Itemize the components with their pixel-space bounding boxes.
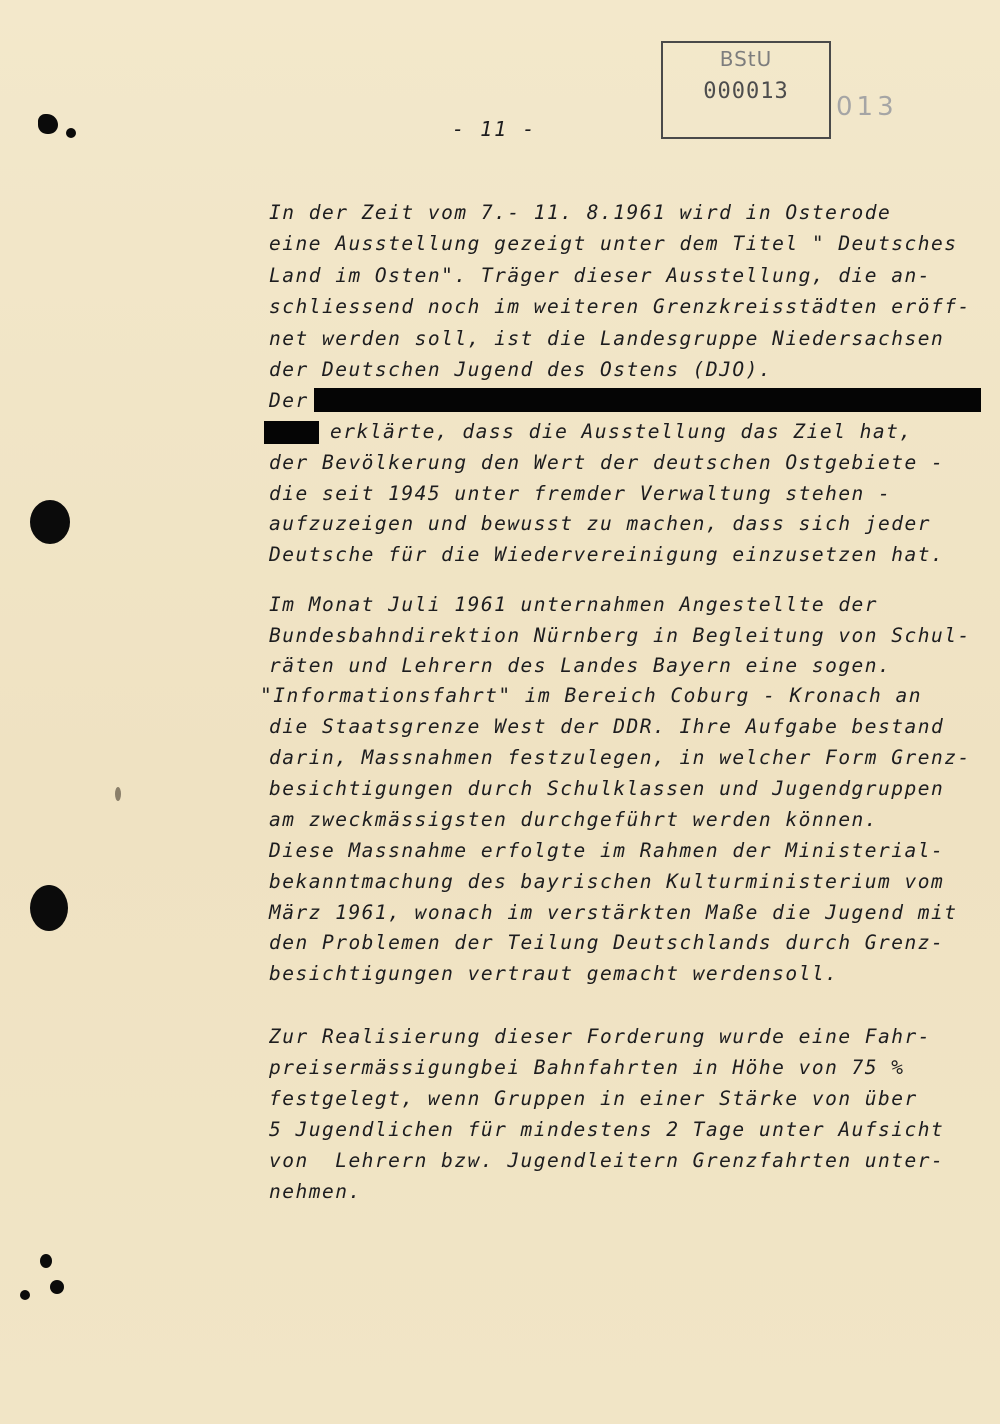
text-line: Zur Realisierung dieser Forderung wurde eine Fahr- [269,1025,931,1048]
text-line: der Deutschen Jugend des Ostens (DJO). [269,358,773,381]
text-line: Bundesbahndirektion Nürnberg in Begleitung von Schul- [269,624,971,647]
redaction-bar [264,421,319,444]
ink-blot [40,1254,52,1268]
text-line: der Bevölkerung den Wert der deutschen Ostgebiete - [269,451,945,474]
text-line: März 1961, wonach im verstärkten Maße die Jugend mit [269,901,958,924]
text-line: Der [269,389,309,412]
text-line: Diese Massnahme erfolgte im Rahmen der Ministerial- [269,839,945,862]
text-line: Land im Osten". Träger dieser Ausstellung, die an- [269,264,931,287]
text-line: Im Monat Juli 1961 unternahmen Angestellte der [269,593,879,616]
text-line: am zweckmässigsten durchgeführt werden können. [269,808,879,831]
text-line: eine Ausstellung gezeigt unter dem Titel " Deutsches [269,232,958,255]
text-line: räten und Lehrern des Landes Bayern eine sogen. [269,654,892,677]
punch-hole [30,885,68,931]
archive-stamp [661,41,831,139]
text-line: "Informationsfahrt" im Bereich Coburg - Kronach an [260,684,922,707]
text-line: den Problemen der Teilung Deutschlands durch Grenz- [269,931,945,954]
text-line: erklärte, dass die Ausstellung das Ziel hat, [330,420,913,443]
ink-blot [50,1280,64,1294]
text-line: von Lehrern bzw. Jugendleitern Grenzfahrten unter- [269,1149,945,1172]
text-line: net werden soll, ist die Landesgruppe Niedersachsen [269,327,945,350]
redaction-bar [314,388,981,412]
text-line: festgelegt, wenn Gruppen in einer Stärke von über [269,1087,918,1110]
text-line: besichtigungen durch Schulklassen und Jugendgruppen [269,777,945,800]
text-line: nehmen. [269,1180,362,1203]
ink-blot [115,787,121,801]
page-number: - 11 - [452,117,537,141]
text-line: preisermässigungbei Bahnfahrten in Höhe von 75 % [269,1056,905,1079]
folio-number: 013 [836,92,898,122]
ink-blot [20,1290,30,1300]
text-line: 5 Jugendlichen für mindestens 2 Tage unter Aufsicht [269,1118,945,1141]
text-line: besichtigungen vertraut gemacht werdensoll. [269,962,839,985]
text-line: aufzuzeigen und bewusst zu machen, dass sich jeder [269,512,931,535]
text-line: Deutsche für die Wiedervereinigung einzusetzen hat. [269,543,945,566]
text-line: bekanntmachung des bayrischen Kulturministerium vom [269,870,945,893]
punch-hole [30,500,70,544]
stamp-agency: BStU [719,47,773,71]
text-line: die seit 1945 unter fremder Verwaltung stehen - [269,482,892,505]
text-line: schliessend noch im weiteren Grenzkreisstädten eröff- [269,295,971,318]
text-line: darin, Massnahmen festzulegen, in welcher Form Grenz- [269,746,971,769]
ink-blot [38,114,58,134]
text-line: In der Zeit vom 7.- 11. 8.1961 wird in Osterode [269,201,892,224]
ink-blot [66,128,76,138]
text-line: die Staatsgrenze West der DDR. Ihre Aufgabe bestand [269,715,945,738]
stamp-number: 000013 [703,79,789,104]
